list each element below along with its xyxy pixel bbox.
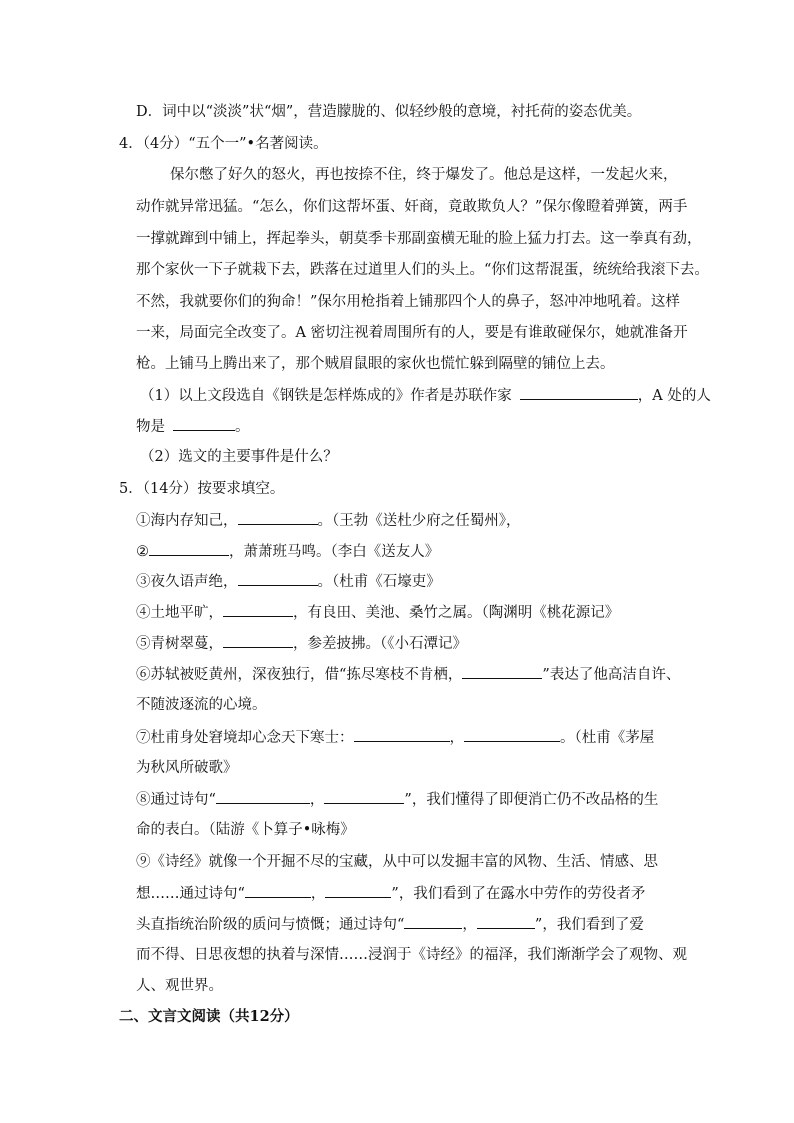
q5-item-8-cont: 命的表白。（陆游《卜算子•咏梅》 bbox=[136, 822, 355, 838]
q5-text: ”，我们看到了爱 bbox=[534, 917, 644, 933]
q5-text: ”，我们看到了在露水中劳作的劳役者矛 bbox=[391, 886, 646, 902]
answer-blank[interactable] bbox=[149, 541, 229, 556]
passage-line: 那个家伙一下子就栽下去，跌落在过道里人们的头上。“你们这帮混蛋，统统给我滚下去。 bbox=[136, 262, 709, 278]
q5-item-9: ⑨《诗经》就像一个开掘不尽的宝藏，从中可以发掘丰富的风物、生活、情感、思 bbox=[136, 854, 658, 870]
q5-text: ，有良田、美池、桑竹之属。（陶渊明《桃花源记》 bbox=[293, 605, 620, 621]
q5-text: ，参差披拂。（《小石潭记》 bbox=[293, 636, 467, 652]
q5-text: 。（杜甫《茅屋 bbox=[560, 730, 655, 746]
q5-item-4 bbox=[136, 602, 619, 623]
q5-text: 头直指统治阶级的质问与愤慨；通过诗句“ bbox=[136, 917, 405, 933]
q5-item-5 bbox=[136, 633, 467, 654]
answer-blank[interactable] bbox=[324, 789, 404, 804]
q5-text: ② bbox=[136, 544, 149, 560]
q5-text: ⑦杜甫身处窘境却心念天下寒士： bbox=[136, 730, 354, 746]
q5-text: ”表达了他高洁自许、 bbox=[542, 667, 681, 683]
q5-text: 。（杜甫《石壕吏》 bbox=[317, 574, 441, 590]
q4-sub2: （2）选文的主要事件是什么？ bbox=[140, 449, 338, 465]
q5-text: ⑥苏轼被贬黄州，深夜独行，借“拣尽寒枝不肯栖， bbox=[136, 667, 463, 683]
q5-item-1 bbox=[136, 510, 521, 531]
q4-sub1-text: （1）以上文段选自《钢铁是怎样炼成的》作者是苏联作家 bbox=[140, 388, 512, 404]
answer-blank[interactable] bbox=[238, 571, 318, 586]
q5-text: ， bbox=[310, 886, 326, 902]
q4-heading: 4．（4分）“五个一”•名著阅读。 bbox=[119, 136, 328, 152]
q5-text: ⑤青树翠蔓， bbox=[136, 636, 223, 652]
q4-sub1-cont bbox=[136, 416, 250, 437]
passage-line: 一撑就蹿到中铺上，挥起拳头，朝莫季卡那副蛮横无耻的脸上猛力打去。这一拳真有劲， bbox=[136, 231, 702, 247]
q5-text: ”，我们懂得了即便消亡仍不改品格的生 bbox=[404, 792, 659, 808]
answer-blank[interactable] bbox=[520, 385, 638, 400]
answer-blank[interactable] bbox=[462, 664, 542, 679]
passage-line: 枪。上铺马上腾出来了，那个贼眉鼠眼的家伙也慌忙躲到隔壁的铺位上去。 bbox=[136, 356, 615, 372]
answer-blank[interactable] bbox=[404, 914, 462, 929]
q4-sub1 bbox=[140, 385, 711, 406]
q5-text: 想……通过诗句“ bbox=[136, 886, 245, 902]
q5-text: ③夜久语声绝， bbox=[136, 574, 238, 590]
q5-text: ， bbox=[462, 917, 477, 933]
q5-text: ④土地平旷， bbox=[136, 605, 223, 621]
answer-blank[interactable] bbox=[238, 510, 318, 525]
answer-blank[interactable] bbox=[216, 789, 310, 804]
answer-blank[interactable] bbox=[325, 883, 391, 898]
q5-text: ，萧萧班马鸣。（李白《送友人》 bbox=[229, 544, 440, 560]
q5-heading: 5．（14分）按要求填空。 bbox=[119, 481, 285, 497]
q5-text: ①海内存知己， bbox=[136, 513, 238, 529]
answer-blank[interactable] bbox=[464, 727, 560, 742]
answer-blank[interactable] bbox=[245, 883, 311, 898]
q4-sub1-text: ，A 处的人 bbox=[637, 388, 711, 404]
passage-line: 一来，局面完全改变了。A 密切注视着周围所有的人，要是有谁敢碰保尔，她就准备开 bbox=[136, 325, 688, 341]
q5-item-8 bbox=[136, 789, 658, 810]
q4-sub1-text: 。 bbox=[235, 419, 250, 435]
section-2-heading: 二、文言文阅读（共12分） bbox=[119, 1008, 299, 1025]
q4-sub1-text: 物是 bbox=[136, 419, 165, 435]
q5-item-2 bbox=[136, 541, 439, 562]
answer-blank[interactable] bbox=[223, 602, 293, 617]
answer-blank[interactable] bbox=[354, 727, 450, 742]
q5-item-9-line5: 人、观世界。 bbox=[136, 978, 223, 994]
passage-line: 保尔憋了好久的怒火，再也按捺不住，终于爆发了。他总是这样，一发起火来， bbox=[170, 167, 678, 183]
q5-item-3 bbox=[136, 571, 441, 592]
option-d: D．词中以“淡淡”状“烟”，营造朦胧的、似轻纱般的意境，衬托荷的姿态优美。 bbox=[136, 104, 642, 120]
answer-blank[interactable] bbox=[223, 633, 293, 648]
passage-line: 动作就异常迅猛。“怎么，你们这帮坏蛋、奸商，竟敢欺负人？”保尔像瞪着弹簧，两手 bbox=[136, 199, 688, 215]
q5-item-7-cont: 为秋风所破歌》 bbox=[136, 760, 238, 776]
q5-item-6-cont: 不随波逐流的心境。 bbox=[136, 697, 267, 713]
q5-text: ， bbox=[449, 730, 464, 746]
q5-text: ⑧通过诗句“ bbox=[136, 792, 216, 808]
q5-text: 。（王勃《送杜少府之任蜀州》， bbox=[317, 513, 521, 529]
q5-text: ， bbox=[309, 792, 325, 808]
passage-line: 不然，我就要你们的狗命！”保尔用枪指着上铺那四个人的鼻子，怒冲冲地吼着。这样 bbox=[136, 294, 680, 310]
q5-item-9-line3 bbox=[136, 914, 644, 935]
answer-blank[interactable] bbox=[173, 416, 235, 431]
answer-blank[interactable] bbox=[477, 914, 535, 929]
q5-item-9-line4: 而不得、日思夜想的执着与深情……浸润于《诗经》的福泽，我们渐渐学会了观物、观 bbox=[136, 947, 687, 963]
q5-item-6 bbox=[136, 664, 680, 685]
q5-item-9-line2 bbox=[136, 883, 645, 904]
q5-item-7 bbox=[136, 727, 654, 748]
